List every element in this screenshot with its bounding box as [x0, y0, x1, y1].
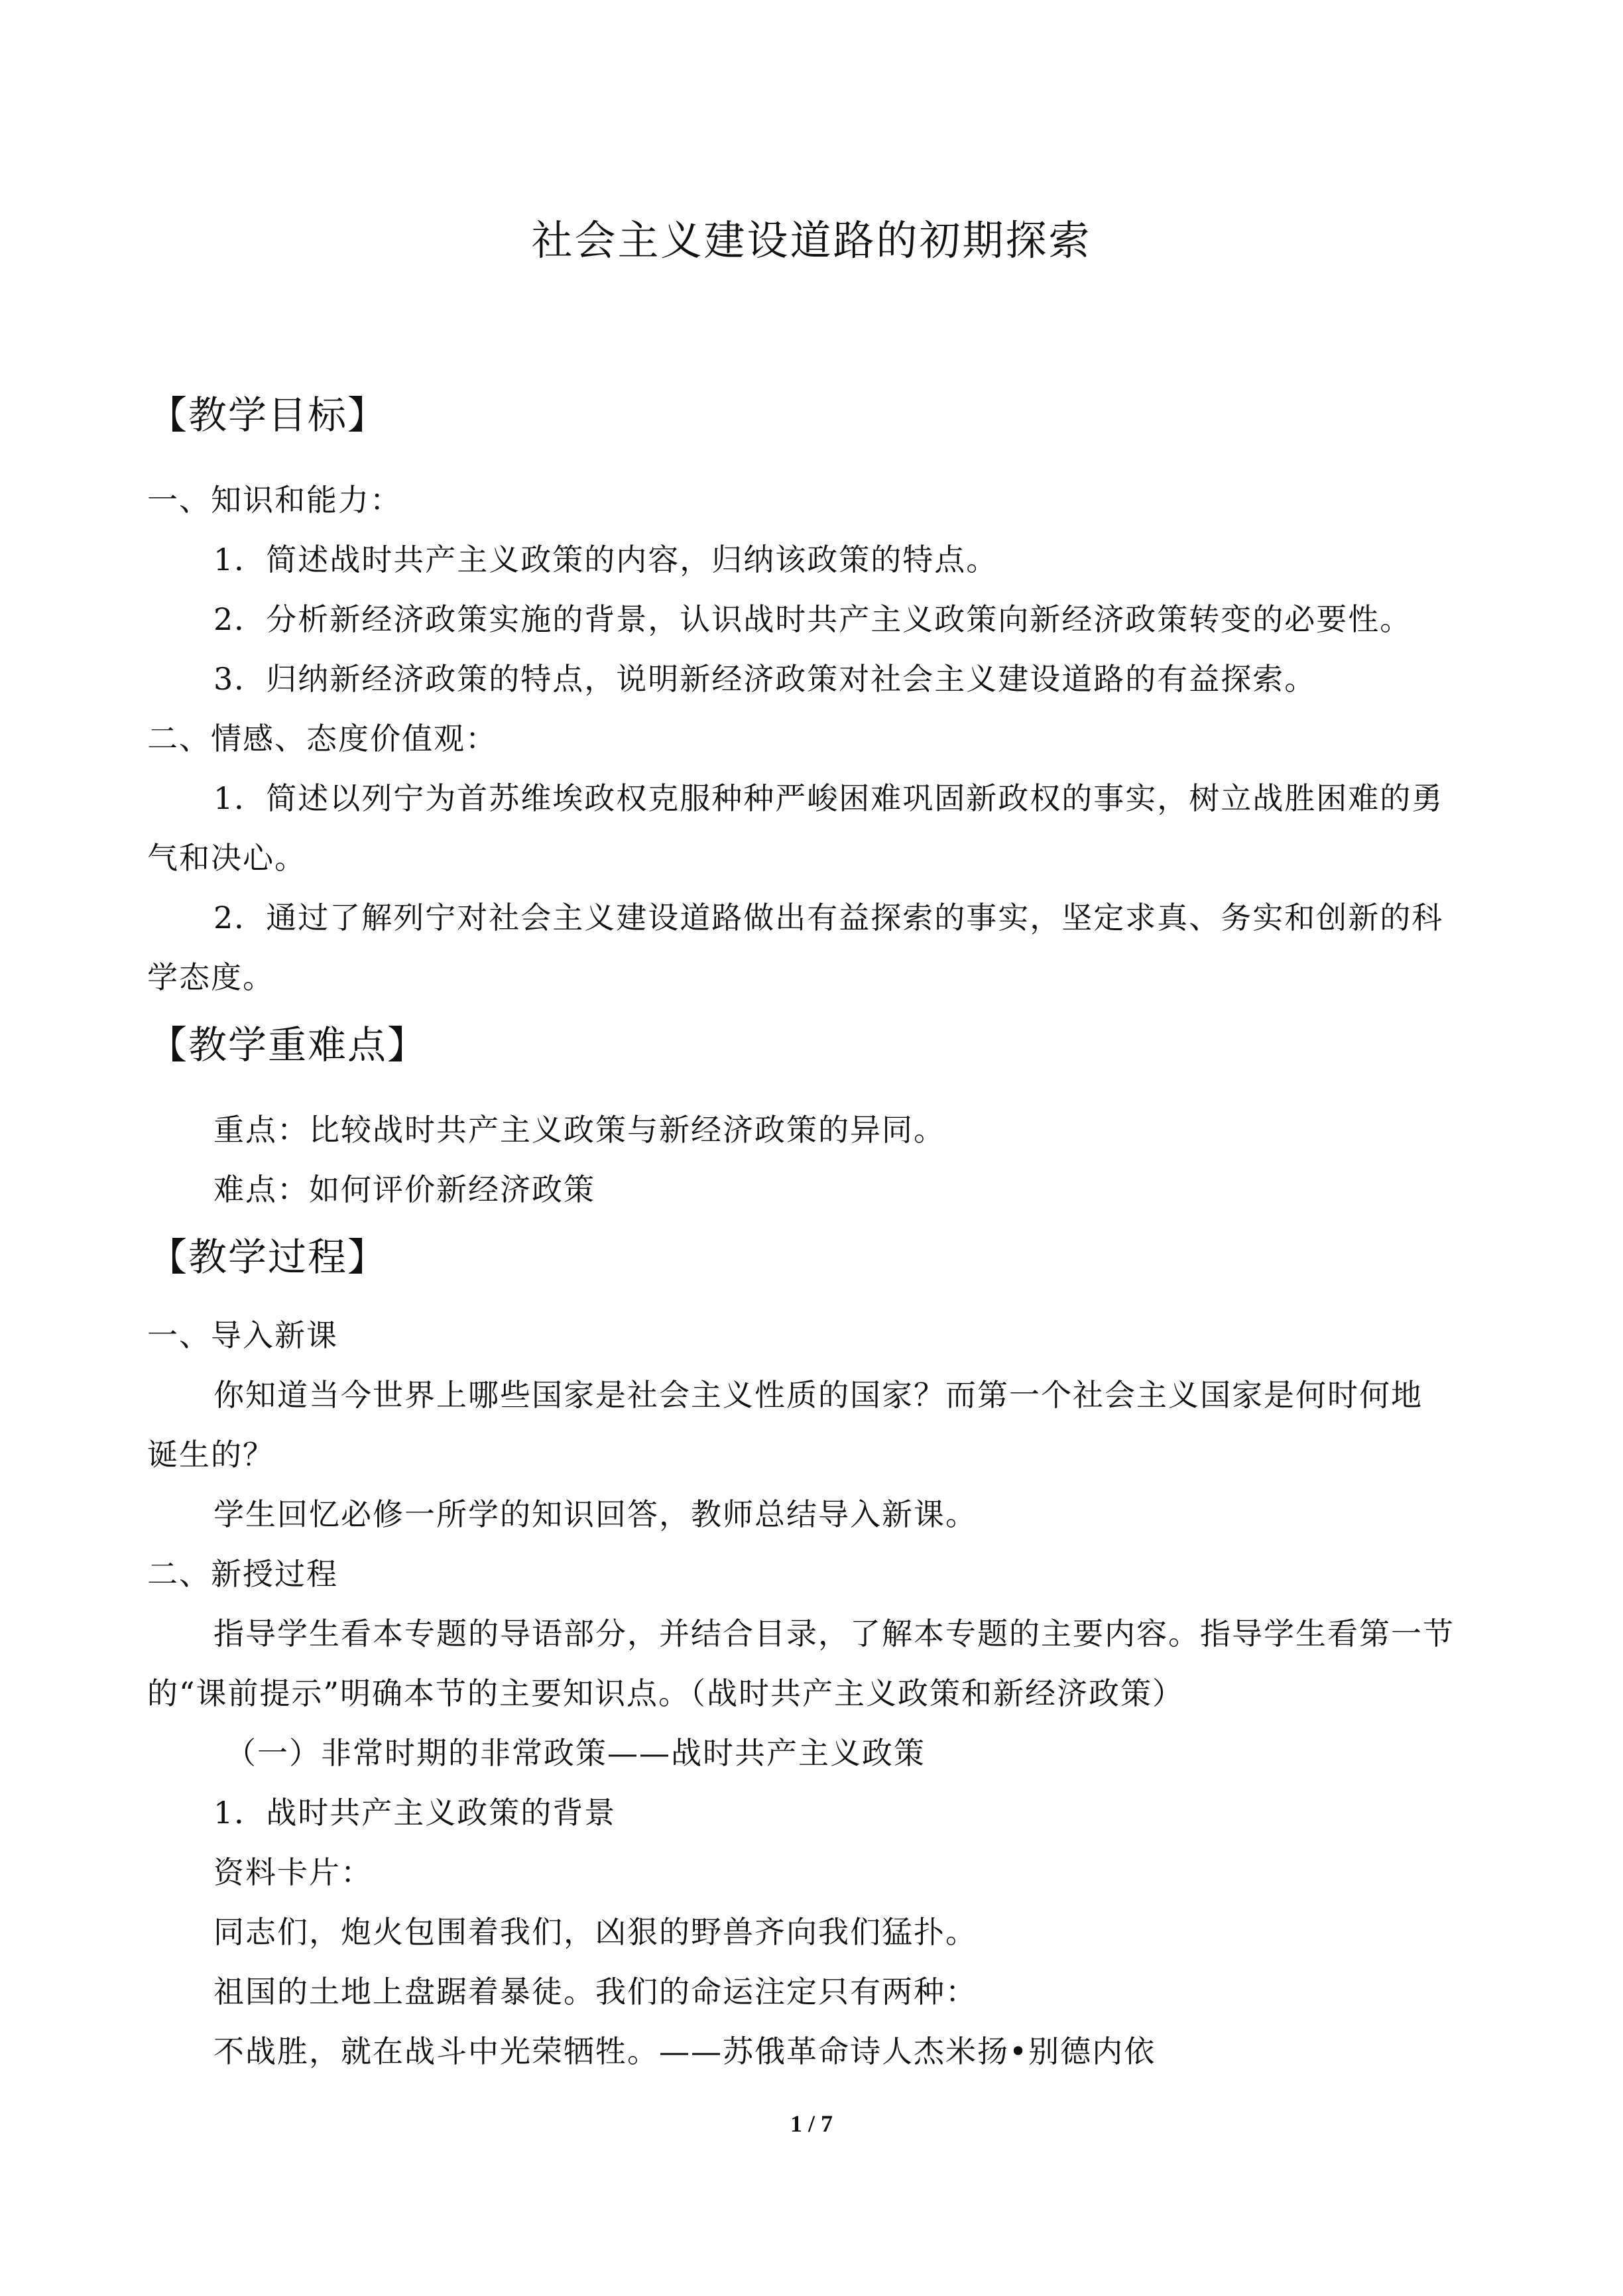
subheading-knowledge: 一、知识和能力：	[147, 482, 402, 518]
new-paragraph1-line1: 指导学生看本专题的导语部分，并结合目录，了解本专题的主要内容。指导学生看第一节	[213, 1616, 1455, 1652]
intro-paragraph2: 学生回忆必修一所学的知识回答，教师总结导入新课。	[213, 1496, 977, 1532]
poem-line3: 不战胜，就在战斗中光荣牺牲。——苏俄革命诗人杰米扬•别德内依	[213, 2033, 1156, 2069]
new-paragraph1-line2: 的“课前提示”明确本节的主要知识点。（战时共产主义政策和新经济政策）	[147, 1675, 1185, 1711]
goal-item-k1: 1．简述战时共产主义政策的内容，归纳该政策的特点。	[213, 542, 998, 577]
goal-item-e1-line2: 气和决心。	[147, 840, 306, 876]
difficult-point: 难点：如何评价新经济政策	[213, 1172, 595, 1207]
section-heading-key-points: 【教学重难点】	[149, 1022, 428, 1067]
goal-item-k2: 2．分析新经济政策实施的背景，认识战时共产主义政策向新经济政策转变的必要性。	[213, 601, 1412, 637]
poem-line1: 同志们，炮火包围着我们，凶狠的野兽齐向我们猛扑。	[213, 1914, 977, 1950]
subsection-war-communism: （一）非常时期的非常政策——战时共产主义政策	[225, 1735, 926, 1771]
key-point: 重点：比较战时共产主义政策与新经济政策的异同。	[213, 1112, 945, 1148]
subheading-emotion: 二、情感、态度价值观：	[147, 721, 497, 756]
document-title: 社会主义建设道路的初期探索	[531, 216, 1092, 265]
intro-paragraph1-line1: 你知道当今世界上哪些国家是社会主义性质的国家？而第一个社会主义国家是何时何地	[213, 1377, 1423, 1413]
page-number: 1 / 7	[790, 2110, 833, 2137]
goal-item-e2-line2: 学态度。	[147, 959, 274, 995]
section-heading-teaching-goals: 【教学目标】	[149, 393, 388, 438]
item-background: 1．战时共产主义政策的背景	[213, 1795, 617, 1831]
section-heading-teaching-process: 【教学过程】	[149, 1235, 388, 1280]
subheading-intro: 一、导入新课	[147, 1317, 338, 1353]
subheading-new-lesson: 二、新授过程	[147, 1556, 338, 1592]
goal-item-e2-line1: 2．通过了解列宁对社会主义建设道路做出有益探索的事实，坚定求真、务实和创新的科	[213, 900, 1444, 936]
poem-line2: 祖国的土地上盘踞着暴徒。我们的命运注定只有两种：	[213, 1974, 977, 2010]
intro-paragraph1-line2: 诞生的？	[147, 1437, 274, 1473]
info-card-label: 资料卡片：	[213, 1854, 373, 1890]
goal-item-e1-line1: 1．简述以列宁为首苏维埃政权克服种种严峻困难巩固新政权的事实，树立战胜困难的勇	[213, 780, 1444, 816]
goal-item-k3: 3．归纳新经济政策的特点，说明新经济政策对社会主义建设道路的有益探索。	[213, 661, 1317, 697]
